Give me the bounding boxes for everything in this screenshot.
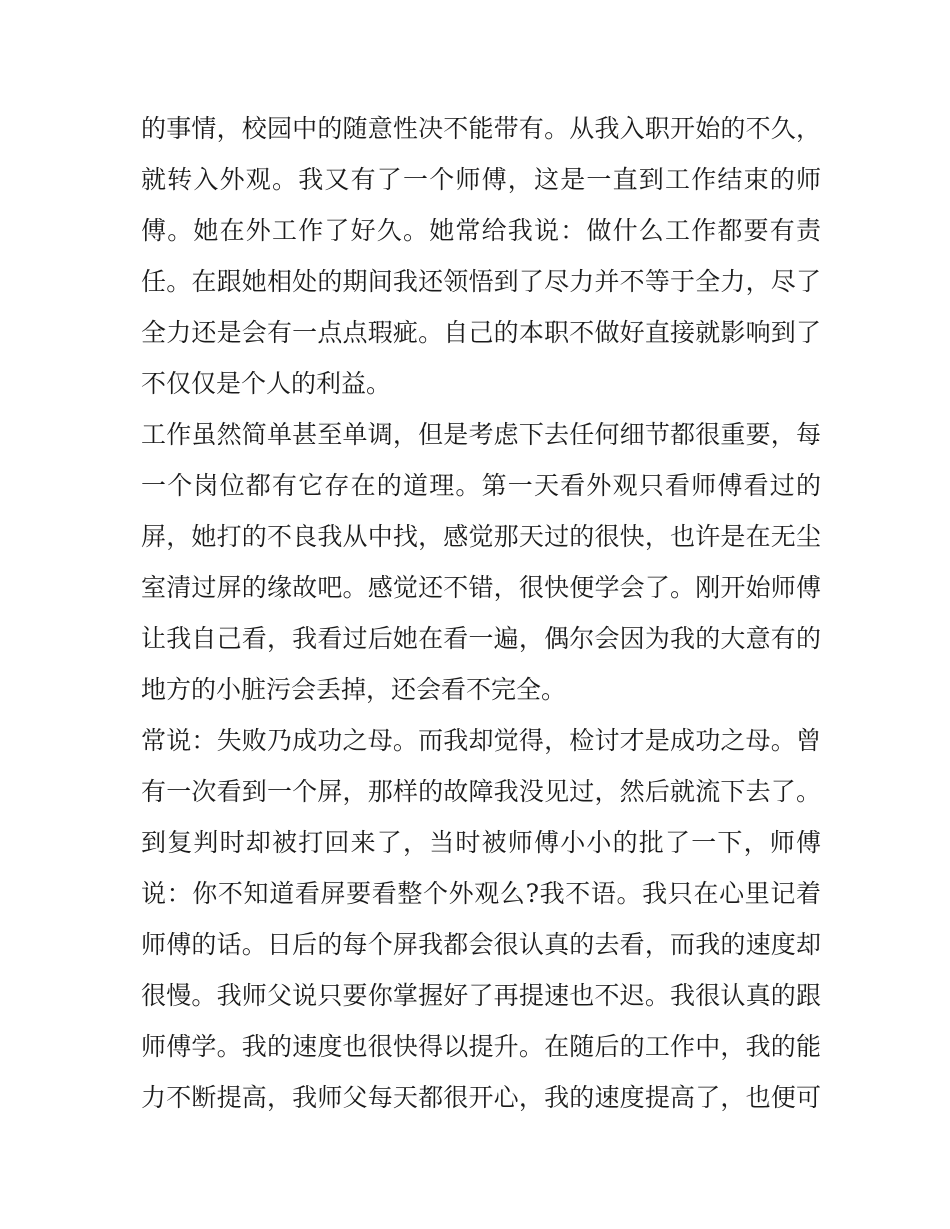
text-line: 常说：失败乃成功之母。而我却觉得，检讨才是成功之母。曾 [141, 726, 821, 755]
text-line: 师傅学。我的速度也很快得以提升。在随后的工作中，我的能 [141, 1032, 821, 1061]
text-line: 的事情，校园中的随意性决不能带有。从我入职开始的不久， [141, 114, 821, 143]
text-line: 让我自己看，我看过后她在看一遍，偶尔会因为我的大意有的 [141, 624, 821, 653]
text-line: 傅。她在外工作了好久。她常给我说：做什么工作都要有责 [141, 216, 821, 245]
paragraph-3 [141, 715, 821, 1123]
text-line: 就转入外观。我又有了一个师傅，这是一直到工作结束的师 [141, 165, 821, 194]
text-line: 室清过屏的缘故吧。感觉还不错，很快便学会了。刚开始师傅 [141, 573, 821, 602]
text-line: 师傅的话。日后的每个屏我都会很认真的去看，而我的速度却 [141, 930, 821, 959]
text-line: 不仅仅是个人的利益。 [141, 369, 392, 398]
document-body [141, 103, 821, 1123]
paragraph-1 [141, 103, 821, 409]
text-line: 地方的小脏污会丢掉，还会看不完全。 [141, 675, 567, 704]
text-line: 一个岗位都有它存在的道理。第一天看外观只看师傅看过的 [141, 471, 821, 500]
text-line: 很慢。我师父说只要你掌握好了再提速也不迟。我很认真的跟 [141, 981, 821, 1010]
text-line: 全力还是会有一点点瑕疵。自己的本职不做好直接就影响到了 [141, 318, 821, 347]
text-line: 说：你不知道看屏要看整个外观么?我不语。我只在心里记着 [141, 879, 821, 908]
text-line: 力不断提高，我师父每天都很开心，我的速度提高了，也便可 [141, 1083, 821, 1112]
text-line: 任。在跟她相处的期间我还领悟到了尽力并不等于全力，尽了 [141, 267, 821, 296]
text-line: 到复判时却被打回来了，当时被师傅小小的批了一下，师傅 [141, 828, 821, 857]
paragraph-2 [141, 409, 821, 715]
text-line: 工作虽然简单甚至单调，但是考虑下去任何细节都很重要，每 [141, 420, 821, 449]
text-line: 屏，她打的不良我从中找，感觉那天过的很快，也许是在无尘 [141, 522, 821, 551]
text-line: 有一次看到一个屏，那样的故障我没见过，然后就流下去了。 [141, 777, 821, 806]
